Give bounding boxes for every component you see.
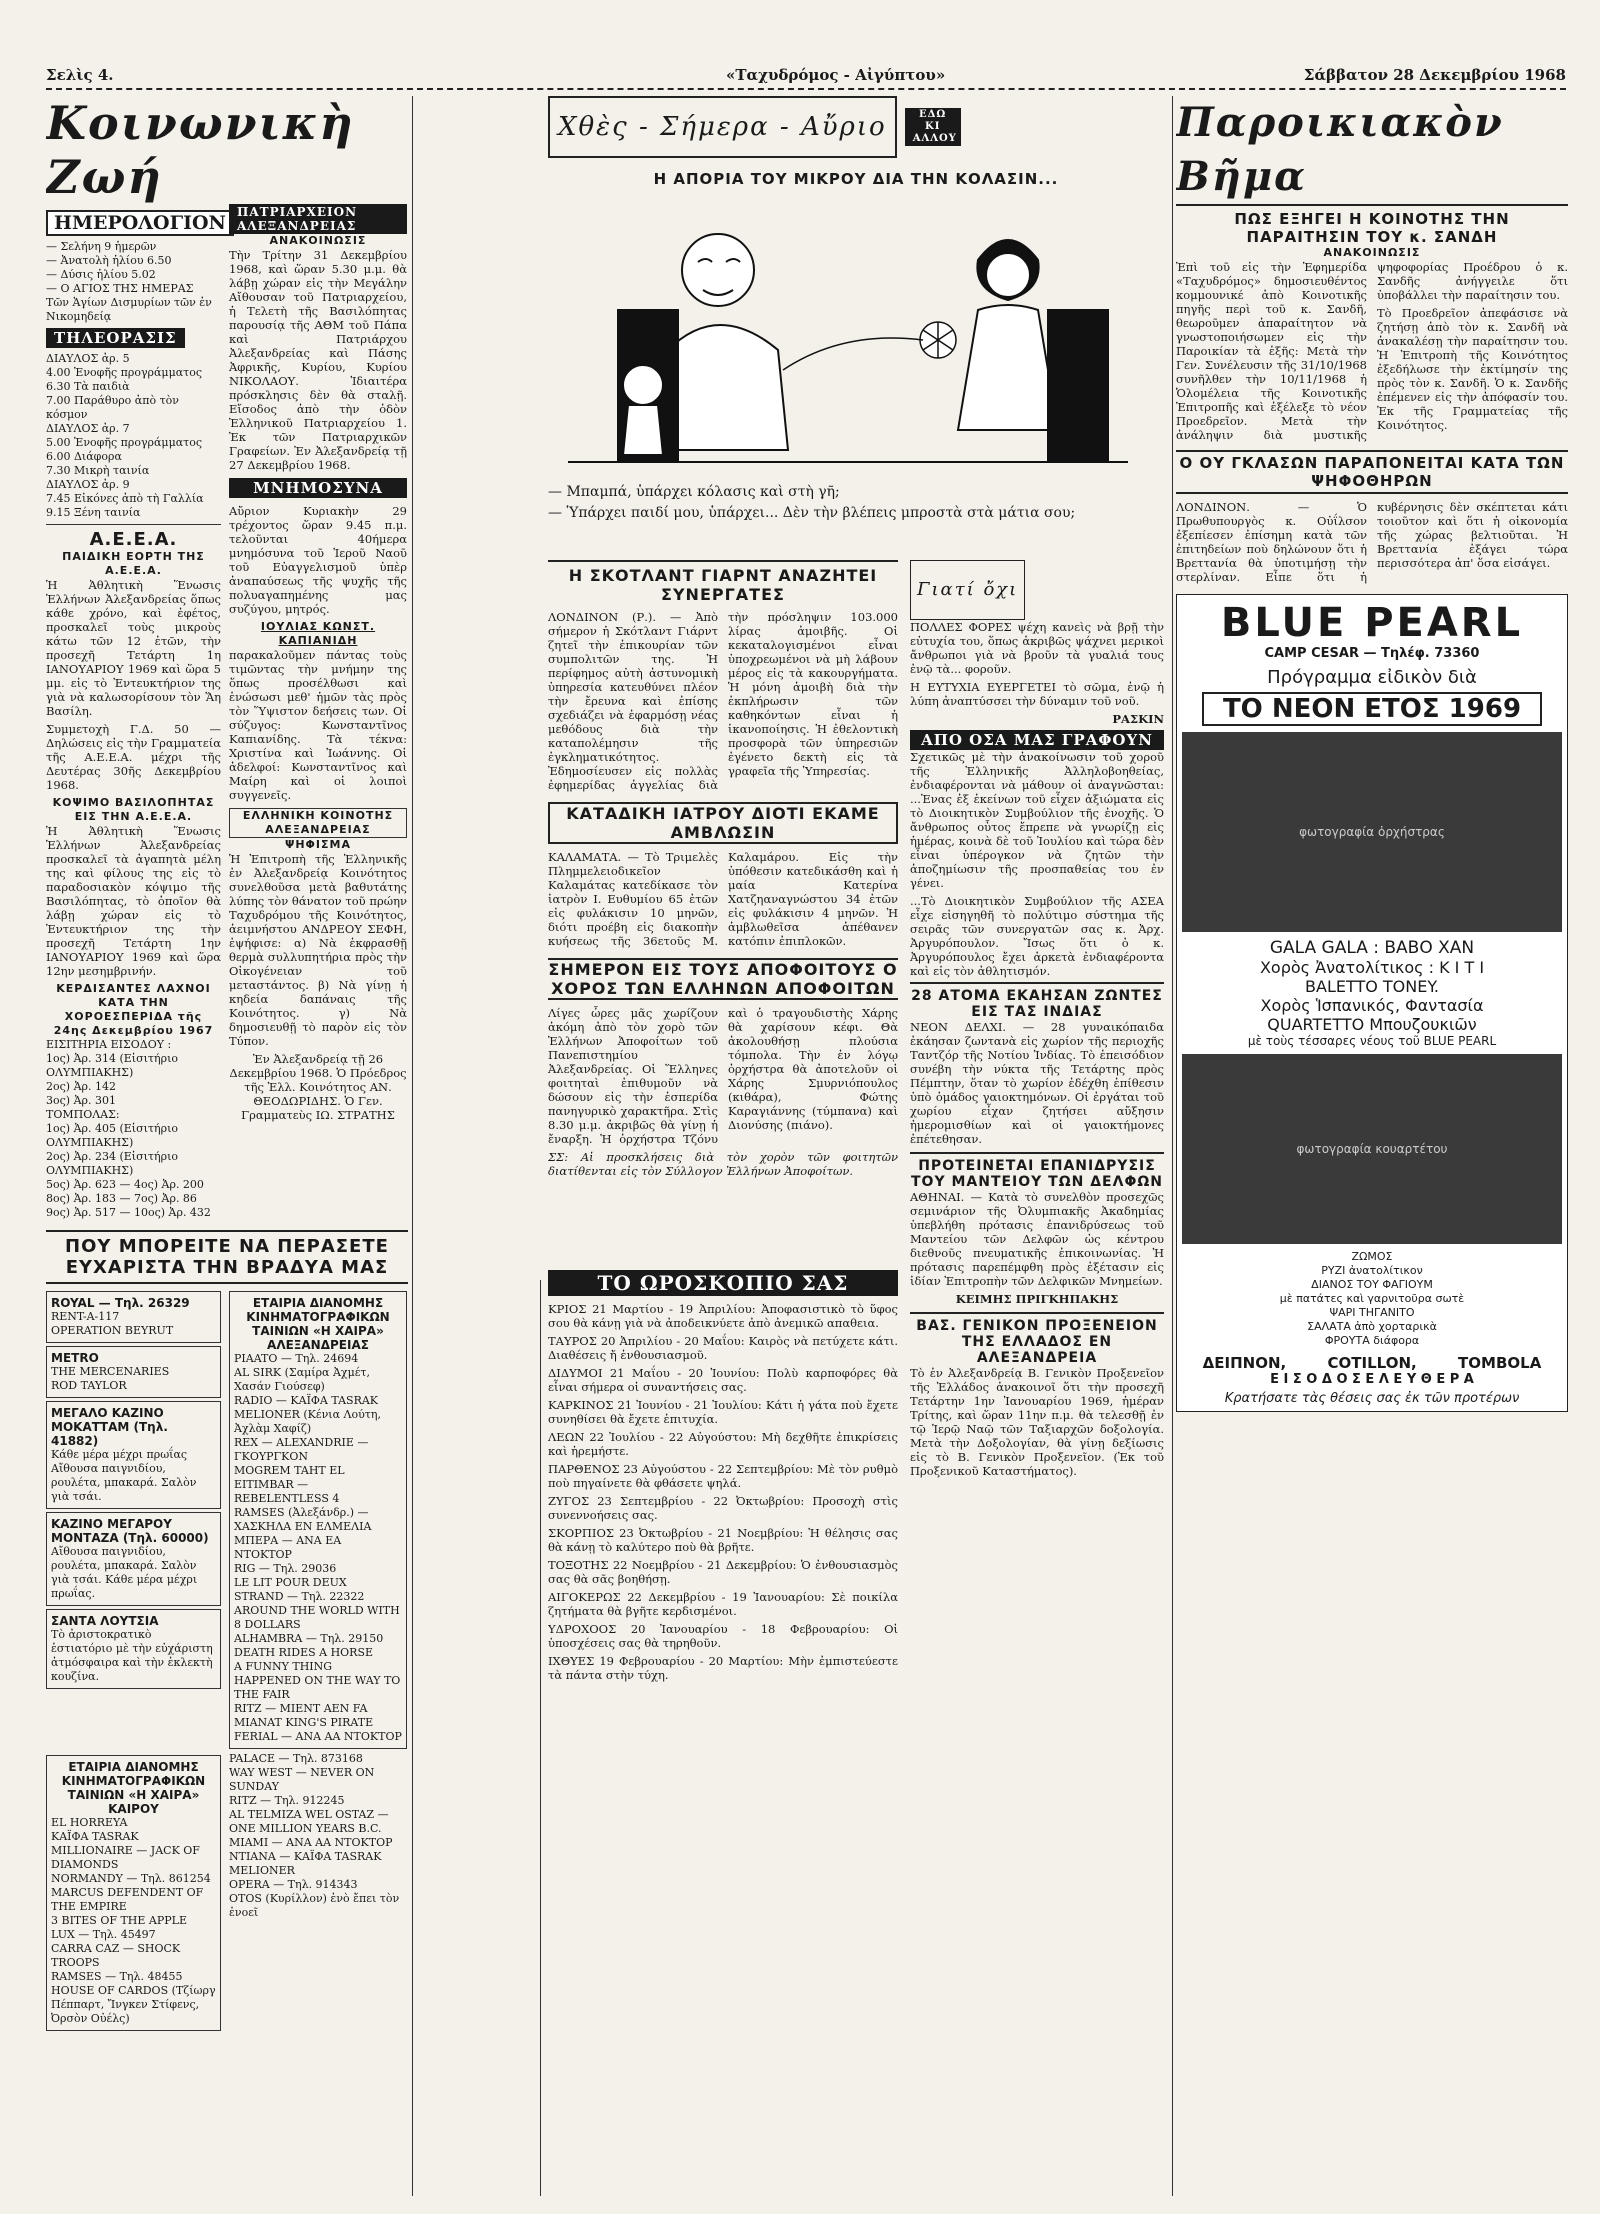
venue-detail: OPERATION BEYRUT [51, 1324, 174, 1337]
ad-new-year: ΤΟ ΝΕΟΝ ΕΤΟΣ 1969 [1202, 692, 1542, 726]
right-subcolumn [229, 204, 407, 1220]
list-item: ΖΥΓΟΣ 23 Σεπτεμβρίου - 22 Ὀκτωβρίου: Προσοχὴ στὶς συνεννοήσεις σας. [548, 1494, 898, 1522]
quartet-photo: φωτογραφία κουαρτέτου [1182, 1054, 1562, 1244]
list-item: 7.45 Εἰκόνες ἀπὸ τὴ Γαλλία [46, 492, 204, 505]
list-item: AROUND THE WORLD WITH 8 DOLLARS [234, 1604, 400, 1631]
cinema-box-2-list [51, 1816, 216, 2026]
ad-entry: Ε Ι Σ Ο Δ Ο Σ Ε Λ Ε Υ Θ Ε Ρ Α [1270, 1372, 1474, 1387]
cartoon-logo-box: ΕΔΩ ΚΙ ΑΛΛΟΥ [905, 108, 961, 146]
newspaper-name: «Ταχυδρόμος - Αἰγύπτου» [726, 66, 946, 84]
list-item: TOMBOLA [1458, 1354, 1542, 1372]
list-item: — Σελήνη 9 ἡμερῶν [46, 240, 157, 253]
community-column [1176, 96, 1568, 2206]
calendar-list [46, 240, 221, 324]
letters-text-2: ...Τὸ Διοικητικὸν Συμβούλιον τῆς ΑΣΕΑ εἶχε εἰσηγηθῆ τὸ πολύτιμο σύστημα τῆς σειρᾶς τῶν συνεργατῶν σας κ. Ἀρχ. Ἀργυρόπουλον. Ἴσως ὅτι ὁ κ. Ἀργυρόπουλος ἔχει ἀρκετὰ ἐνδιαφέροντα καὶ εἰς τὸν ἀθλητισμόν. [910, 894, 1164, 978]
community-signature: Ἐν Ἀλεξανδρείᾳ τῇ 26 Δεκεμβρίου 1968. Ὁ Πρόεδρος τῆς Ἑλλ. Κοινότητος ΑΝ. ΘΕΟΔΩΡΙΔΗΣ. Ὁ Γεν. Γραμματεὺς ΙΩ. ΣΤΡΑΤΗΣ [229, 1052, 407, 1122]
list-item: 4.00 Ἐνοφῆς προγράμματος [46, 366, 203, 379]
list-item: ΔΙΑΥΛΟΣ ἀρ. 7 [46, 422, 130, 435]
list-item: ΚΑΡΚΙΝΟΣ 21 Ἰουνίου - 21 Ἰουλίου: Κάτι ἡ γάτα ποὺ ἔχετε συνηθίσει θὰ ἔχετε ἐπιτυχία. [548, 1398, 898, 1426]
masthead [46, 62, 1566, 90]
india-text: ΝΕΟΝ ΔΕΛΧΙ. — 28 γυναικόπαιδα ἐκάησαν ζωντανὰ εἰς χωρίον τῆς περιοχῆς Ταντζόρ τῆς Νοτίου Ἰνδίας. Τὸ ἐπεισόδιον συνέβη τὴν νύκτα τῆς Τετάρτης πρὸς Πέμπτην, ὅταν τὸ χωρίον ἐδέχθη ἐπίθεσιν ὑπὸ ὁμάδος γαιοκτημόνων. Οἱ ἐργάται τοῦ χωρίου εἶχαν ζητήσει αὔξησιν ἡμερομισθίων καὶ οἱ γαιοκτήμονες ἐπέτεθησαν. [910, 1020, 1164, 1146]
india-heading: 28 ΑΤΟΜΑ ΕΚΑΗΣΑΝ ΖΩΝΤΕΣ ΕΙΣ ΤΑΣ ΙΝΔΙΑΣ [910, 982, 1164, 1020]
ad-title: BLUE PEARL [1220, 600, 1524, 646]
list-item: 8ος) Ἀρ. 183 — 7ος) Ἀρ. 86 [46, 1192, 197, 1205]
horoscope-list [548, 1302, 898, 1682]
venue-detail: Τὸ ἀριστοκρατικὸ ἑστιατόριο μὲ τὴν εὐχάριστη ἀτμόσφαιρα καὶ τὴν ἐκλεκτὴ κουζίνα. [51, 1628, 213, 1683]
list-item: CARRA CAZ — SHOCK TROOPS [51, 1942, 181, 1969]
social-life-column [46, 96, 408, 2206]
list-item: ΣΚΟΡΠΙΟΣ 23 Ὀκτωβρίου - 21 Νοεμβρίου: Ἡ θέλησις σας θὰ κάνῃ τὸ καλύτερο ποὺ θὰ βρῆτε. [548, 1526, 898, 1554]
list-item: OPERA — Τηλ. 914343 [229, 1878, 358, 1891]
venue-item [46, 1291, 221, 1343]
list-item: NORMANDY — Τηλ. 861254 [51, 1872, 211, 1885]
list-item: 5.00 Ἐνοφῆς προγράμματος [46, 436, 203, 449]
list-item: OTOS (Κυρίλλον) ἐνὸ ἔπει τὸν ἐνοεῖ [229, 1892, 400, 1919]
list-item: ΑΙΓΟΚΕΡΩΣ 22 Δεκεμβρίου - 19 Ἰανουαρίου: Σὲ ποικίλα ζητήματα θὰ βγῆτε κερδισμένοι. [548, 1590, 898, 1618]
list-item: RITZ — MIENT AEN FA MIANAT KING'S PIRATE [234, 1702, 374, 1729]
graduates-note: ΣΣ: Αἱ προσκλήσεις διὰ τὸν χορὸν τῶν φοιτητῶν διατίθενται εἰς τὸν Σύλλογον Ἑλλήνων Ἀποφοίτων. [548, 1150, 898, 1178]
orchestra-photo: φωτογραφία ὀρχήστρας [1182, 732, 1562, 932]
list-item: 5ος) Ἀρ. 623 — 4ος) Ἀρ. 200 [46, 1178, 204, 1191]
list-item: ΤΟΜΠΟΛΑΣ: [46, 1108, 120, 1121]
venue-detail: Αἴθουσα παιγνιδίου, ρουλέτα, μπακαρά. Σαλὸν γιὰ τσάι. Κάθε μέρα μέχρι πρωΐας. [51, 1545, 198, 1600]
venue-name: METRO [51, 1351, 99, 1365]
memorial-name: ΙΟΥΛΙΑΣ ΚΩΝΣΤ. ΚΑΠΙΑΝΙΔΗ [260, 620, 376, 647]
list-item: 9ος) Ἀρ. 517 — 10ος) Ἀρ. 432 [46, 1206, 211, 1219]
list-item: — Ο ΑΓΙΟΣ ΤΗΣ ΗΜΕΡΑΣ [46, 282, 194, 295]
cartoon-dialog-2: — Ὑπάρχει παιδί μου, ὑπάρχει... Δὲν τὴν βλέπεις μπροστὰ στὰ μάτια σου; [548, 505, 1076, 521]
venue-item [46, 1401, 221, 1509]
list-item: RIG — Τηλ. 29036 [234, 1562, 337, 1575]
patriarchate-subheading: ΑΝΑΚΟΙΝΩΣΙΣ [269, 234, 367, 247]
list-item: DEATH RIDES A HORSE [234, 1646, 374, 1659]
graduates-text: Λίγες ὧρες μᾶς χωρίζουν ἀκόμη ἀπὸ τὸν χορὸ τῶν Ἑλλήνων Ἀποφοίτων τοῦ Πανεπιστημίου Ἀλεξανδρείας. Οἱ Ἕλληνες φοιτηταὶ ἐπιθυμοῦν νὰ δώσουν εἰς τὴν ἑσπερίδα πανηγυρικὸ χαρακτῆρα. Στὶς 8.30 μ.μ. ἀκριβῶς θὰ γίνῃ ἡ ἔναρξη. Ἡ ὀρχήστρα Τζόνυ καὶ ὁ τραγουδιστὴς Χάρης θὰ χαρίσουν κέφι. Θὰ ἀκολουθήσῃ πλούσια τόμπολα. Τὴν ἐν λόγῳ ὀρχήστρα θὰ ἀποτελοῦν οἱ Χάρης Σμυρνιόπουλος (κιθάρα), Φώτης Καραγιάννης (τύμπανα) καὶ Διονύσης (πιάνο). [548, 1006, 898, 1146]
list-item: ΦΡΟΥΤΑ διάφορα [1324, 1334, 1420, 1347]
consulate-heading: ΒΑΣ. ΓΕΝΙΚΟΝ ΠΡΟΞΕΝΕΙΟΝ ΤΗΣ ΕΛΛΑΔΟΣ ΕΝ ΑΛΕΞΑΝΔΡΕΙΑ [910, 1312, 1164, 1366]
child-figure-icon [623, 365, 663, 455]
venue-item [46, 1609, 221, 1689]
list-item: ΔΙΑΝΟΣ ΤΟΥ ΦΑΓΙΟΥΜ [1311, 1278, 1433, 1291]
cinema-listings [229, 1288, 407, 1752]
list-item: RAMSES — Τηλ. 48455 [51, 1970, 183, 1983]
patriarchate-text: Τὴν Τρίτην 31 Δεκεμβρίου 1968, καὶ ὥραν 5.30 μ.μ. θὰ λάβῃ χώραν εἰς τὴν Μεγάλην Αἴθουσαν τοῦ Πατριαρχείου, ἡ Τελετὴ τῆς Βασιλόπητας παρουσίᾳ τῆς ΑΘΜ τοῦ Πάπα καὶ Πατριάρχου Ἀλεξανδρείας καὶ Πάσης Ἀφρικῆς, Κυρίου, Κυρίου ΝΙΚΟΛΑΟΥ. Ἰδιαιτέρα πρόσκλησις δὲν θὰ σταλῇ. Εἴσοδος ἀπὸ τὴν ὁδὸν Ἑλληνικοῦ Πατριαρχείου 1. Ἐκ τῶν Πατριαρχικῶν Γραφείων. Ἐν Ἀλεξανδρείᾳ τῇ 27 Δεκεμβρίου 1968. [229, 248, 407, 472]
list-item: 7.30 Μικρὴ ταινία [46, 464, 150, 477]
cartoon-logo: Χθὲς - Σήμερα - Αὔριο [548, 96, 897, 158]
ad-subtitle: CAMP CESAR — Τηλέφ. 73360 [1264, 646, 1480, 661]
list-item: MOGREM TAHT EL EITIMBAR — REBELENTLESS 4 [234, 1464, 345, 1505]
lottery-list [46, 1038, 221, 1220]
giati-signature: ΡΑΣΚΙΝ [1112, 712, 1164, 726]
list-item: ΛΕΩΝ 22 Ἰουλίου - 22 Αὐγούστου: Μὴ δεχθῆτε ἐπικρίσεις καὶ ἡρεμήστε. [548, 1430, 898, 1458]
letters-heading: ΑΠΟ ΟΣΑ ΜΑΣ ΓΡΑΦΟΥΝ [910, 730, 1164, 750]
list-item: μὲ πατάτες καὶ γαρνιτοῦρα σωτὲ [1279, 1292, 1465, 1305]
list-item: A FUNNY THING HAPPENED ON THE WAY TO THE FAIR [234, 1660, 401, 1701]
ad-line-2: Χορὸς Ἀνατολίτικος : Κ Ι Τ Ι [1259, 958, 1485, 977]
list-item: MARCUS DEFENDENT OF THE EMPIRE [51, 1886, 204, 1913]
memorial-text: Αὔριον Κυριακὴν 29 τρέχοντος ὥραν 9.45 π.μ. τελοῦνται 40ήμερα μνημόσυνα τοῦ Ἱεροῦ Ναοῦ τοῦ Εὐαγγελισμοῦ ὑπὲρ ἀναπαύσεως τῆς ψυχῆς τῆς πολυαγαπημένης μας συζύγου, μητρός. [229, 504, 407, 616]
cinema-box [229, 1291, 407, 1749]
cartoon-caption: Η ΑΠΟΡΙΑ ΤΟΥ ΜΙΚΡΟΥ ΔΙΑ ΤΗΝ ΚΟΛΑΣΙΝ... [653, 170, 1059, 188]
venue-detail: RENT-A-117 [51, 1310, 120, 1323]
list-item: ΥΔΡΟΧΟΟΣ 20 Ἰανουαρίου - 18 Φεβρουαρίου: Οἱ ὑποσχέσεις σας θὰ τηρηθοῦν. [548, 1622, 898, 1650]
giati-heading: Γιατί ὄχι [910, 560, 1025, 620]
list-item: ΤΟΞΟΤΗΣ 22 Νοεμβρίου - 21 Δεκεμβρίου: Ὁ ἐνθουσιασμὸς σας θὰ σᾶς βοηθήσῃ. [548, 1558, 898, 1586]
delphi-heading: ΠΡΟΤΕΙΝΕΤΑΙ ΕΠΑΝΙΔΡΥΣΙΣ ΤΟΥ ΜΑΝΤΕΙΟΥ ΤΩΝ ΔΕΛΦΩΝ [910, 1152, 1164, 1190]
list-item: STRAND — Τηλ. 22322 [234, 1590, 365, 1603]
list-item: 9.15 Ξένη ταινία [46, 506, 141, 519]
list-item: AL TELMIZA WEL OSTAZ — ONE MILLION YEARS B.C. [229, 1808, 389, 1835]
aeea-heading: Α.Ε.Ε.Α. [46, 524, 221, 550]
cinema-box-3-list [229, 1752, 407, 2034]
list-item: ΠΑΡΘΕΝΟΣ 23 Αὐγούστου - 22 Σεπτεμβρίου: Μὲ τὸν ρυθμὸ ποὺ πηγαίνετε θὰ φθάσετε ψηλά. [548, 1462, 898, 1490]
section-title: Κοινωνικὴ Ζωή [46, 96, 355, 204]
cinema-box-2 [46, 1755, 221, 2031]
list-item: 3ος) Ἀρ. 301 [46, 1094, 116, 1107]
list-item: ΖΩΜΟΣ [1351, 1250, 1393, 1263]
list-item: PIAATO — Τηλ. 24694 [234, 1352, 359, 1365]
ad-line-3: BALETTO TONEY. [1305, 977, 1439, 996]
ad-menu [1182, 1250, 1562, 1348]
issue-date: Σάββατον 28 Δεκεμβρίου 1968 [1303, 66, 1566, 84]
ad-line-6: μὲ τοὺς τέσσαρες νέους τοῦ BLUE PEARL [1247, 1034, 1497, 1048]
scotland-text: ΛΟΝΔΙΝΟΝ (Ρ.). — Ἀπὸ σήμερον ἡ Σκότλαντ Γιάρντ ζητεῖ τὴν ἐπικουρίαν τῶν συμπολιτῶν της. Ἡ περίφημος αὐτὴ ἀστυνομικὴ ὑπηρεσία κατευθύνει πλέον τὴν ἔρευνα καὶ ἐπίσης σχεδιάζει νὰ ἐφαρμόσῃ νέας μεθόδους διὰ τὴν καταπολέμησιν τῆς ἐγκληματικότητος. Ἐδημοσίευσεν εἰς πολλὰς ἐφημερίδας ἀγγελίας διὰ τὴν πρόσληψιν 103.000 λίρας ἀμοιβῆς. Οἱ κεκαταλογισμένοι εἶναι ὑποχρεωμένοι νὰ μὴ λάβουν μέρος εἰς τὰ κακουργήματα. Ἡ μόνη ἀμοιβὴ διὰ τὴν ἐκπλήρωσιν τῶν καθηκόντων εἶναι ἡ ἱκανοποίησις. Ἡ ἐθελοντικὴ προσφορὰ τῶν ὑπηρεσιῶν ἐγένετο δεκτὴ εἰς τὰ γραφεῖα τῆς Ὑπηρεσίας. [548, 610, 898, 792]
list-item: 3 BITES OF THE APPLE [51, 1914, 188, 1927]
list-item: ΔΙΑΥΛΟΣ ἀρ. 9 [46, 478, 130, 491]
list-item: NTIANA — ΚΑΪΦΑ TASRAK MELIONER [229, 1850, 382, 1877]
list-item: ΡΥΖΙ ἀνατολίτικον [1321, 1264, 1423, 1277]
delphi-signature: ΚΕΙΜΗΣ ΠΡΙΓΚΗΠΑΚΗΣ [955, 1292, 1119, 1306]
letters-text: Σχετικῶς μὲ τὴν ἀνακοίνωσιν τοῦ χοροῦ τῆς Ἑλληνικῆς Ἀλληλοβοηθείας, ἐνδιαφέρονται νὰ μάθουν οἱ ἀναγνῶσται: ...Ἐνας ἐξ ἐκείνων τοῦ εἶχεν ἀξιώματα εἰς τὸ Διοικητικὸν Συμβούλιον τῆς ἐνοχῆς. Ὁ ἄνθρωπος οὗτος ἔπρεπε νὰ γνωρίζῃ εἰς ἡμέρας, κοινὰ δὲ τοῦ Ἰουλίου καὶ τώρα δὲν εἶναι ὑπέρογκον νὰ ζητῶν τὴν ἀποζημίωσιν τῆς προσπαθείας του ἐν γένει. [910, 750, 1164, 890]
community-subheading: ΨΗΦΙΣΜΑ [285, 838, 351, 851]
cinema-box-list [234, 1352, 402, 1744]
list-item: HOUSE OF CARDOS (Τζίωργ Πέππαρτ, Ἴνγκεν Στίφενς, Ὀρσὸν Οὐέλς) [51, 1984, 216, 2025]
sandi-text-2: Τὸ Προεδρεῖον ἀπεφάσισε νὰ ζητήσῃ ἀπὸ τὸν κ. Σανδῆ νὰ ἀνακαλέσῃ τὴν παραίτησιν του. Ἡ Ἐπιτροπὴ τῆς Κοινότητος ἐξεδήλωσε τὴν ἐκτίμησίν της πρὸς τὸν κ. Σανδῆ. Ὁ κ. Σανδῆς ἐπέμενεν εἰς τὴν ἀπόφασίν του. Ἐκ τῆς Γραμματείας τῆς Κοινότητος. [1377, 306, 1568, 432]
sandi-text: Ἐπὶ τοῦ εἰς τὴν Ἐφημερίδα «Ταχυδρόμος» δημοσιευθέντος κομμουνικέ ἀπὸ Κοινοτικῆς πηγῆς περὶ τοῦ κ. Σανδῆ, θεωροῦμεν ἀπαραίτητον νὰ γνωστοποιήσωμεν εἰς τὴν Παροικίαν τὰ ἑξῆς: Μετὰ τὴν Γεν. Συνέλευσιν τῆς 31/10/1968 συνῆλθεν τὴν 10/11/1968 ἡ Ὁλομέλεια τῆς Κοινοτικῆς Ἐπιτροπῆς καὶ ἐξέλεξε τὸ νέον Προεδρεῖον. Μετὰ τὴν ἀνάληψιν διὰ μυστικῆς ψηφοφορίας Προέδρου ὁ κ. Σανδῆς ἀνήγγειλε ὅτι ὑποβάλλει τὴν παραίτησιν του. [1176, 260, 1568, 442]
evening-heading: ΠΟΥ ΜΠΟΡΕΙΤΕ ΝΑ ΠΕΡΑΣΕΤΕ ΕΥΧΑΡΙΣΤΑ ΤΗΝ ΒΡΑΔΥΑ ΜΑΣ [46, 1230, 408, 1284]
list-item: WAY WEST — NEVER ON SUNDAY [229, 1766, 375, 1793]
aeea-text-2: Συμμετοχὴ Γ.Δ. 50 — Δηλώσεις εἰς τὴν Γραμματεία τῆς Α.Ε.Ε.Α. μέχρι τῆς Δευτέρας 30ῆς Δεκεμβρίου 1968. [46, 722, 221, 792]
list-item: ΚΑΪΦΑ TASRAK MILLIONAIRE — JACK OF DIAMONDS [51, 1830, 200, 1871]
sandi-subheading: ΑΝΑΚΟΙΝΩΣΙΣ [1323, 246, 1421, 259]
list-item: 1ος) Ἀρ. 405 (Εἰσιτήριο ΟΛΥΜΠΙΑΚΗΣ) [46, 1122, 178, 1149]
giati-text-2: Η ΕΥΤΥΧΙΑ ΕΥΕΡΓΕΤΕΙ τὸ σῶμα, ἐνῷ ἡ λύπη ἀναπτύσσει τὴν δύναμιν τοῦ νοῦ. [910, 680, 1164, 708]
list-item: 2ος) Ἀρ. 142 [46, 1080, 116, 1093]
cartoon-dialog-1: — Μπαμπά, ὑπάρχει κόλασις καὶ στὴ γῆ; [548, 484, 840, 500]
graduates-heading: ΣΗΜΕΡΟΝ ΕΙΣ ΤΟΥΣ ΑΠΟΦΟΙΤΟΥΣ Ο ΧΟΡΟΣ ΤΩΝ ΕΛΛΗΝΩΝ ΑΠΟΦΟΙΤΩΝ [548, 960, 898, 998]
list-item: COTILLON, [1327, 1354, 1417, 1372]
community-title: Παροικιακὸν Βῆμα [1176, 99, 1504, 200]
horoscope [548, 1270, 898, 2190]
list-item: ΣΑΛΑΤΑ ἀπὸ χορταρικὰ [1307, 1320, 1437, 1333]
venue-item [46, 1512, 221, 1606]
page-number: Σελὶς 4. [46, 66, 114, 84]
list-item: ΙΧΘΥΕΣ 19 Φεβρουαρίου - 20 Μαρτίου: Μὴν ἐμπιστεύεστε τὰ πάντα στὴν τύχη. [548, 1654, 898, 1682]
cartoon-panel [548, 96, 1164, 536]
ad-bottom-row [1182, 1354, 1562, 1372]
blue-pearl-ad [1176, 594, 1568, 1412]
giati-text: ΠΟΛΛΕΣ ΦΟΡΕΣ ψέχη κανεὶς νὰ βρῇ τὴν εὐτυχία του, ὅπως ἀκριβῶς ψάχνει μερικοὶ ἄνθρωποι γιὰ νὰ βροῦν τὰ γυαλιά τους ἐνῷ τὰ... φοροῦν. [910, 620, 1164, 676]
venue-name: ROYAL — Τηλ. 26329 [51, 1296, 190, 1310]
cinema-box-2-heading: ΕΤΑΙΡΙΑ ΔΙΑΝΟΜΗΣ ΚΙΝΗΜΑΤΟΓΡΑΦΙΚΩΝ ΤΑΙΝΙΩΝ «Η ΧΑΙΡΑ» ΚΑΙΡΟΥ [61, 1760, 206, 1816]
cartoon-illustration [548, 200, 1148, 480]
list-item: AL SIRK (Σαμίρα Ἀχμέτ, Χασάν Γιούσεφ) [234, 1366, 371, 1393]
scotland-heading: Η ΣΚΟΤΛΑΝΤ ΓΙΑΡΝΤ ΑΝΑΖΗΤΕΙ ΣΥΝΕΡΓΑΤΕΣ [548, 560, 898, 604]
list-item: RITZ — Τηλ. 912245 [229, 1794, 345, 1807]
horoscope-heading: ΤΟ ΩΡΟΣΚΟΠΙΟ ΣΑΣ [548, 1270, 898, 1296]
list-item: — Ἀνατολὴ ἡλίου 6.50 [46, 254, 172, 267]
venue-detail: THE MERCENARIES [51, 1365, 170, 1378]
list-item: REX — ALEXANDRIE — ΓΚΟΥΡΓΚΟΝ [234, 1436, 369, 1463]
sandi-heading: ΠΩΣ ΕΞΗΓΕΙ Η ΚΟΙΝΟΤΗΣ ΤΗΝ ΠΑΡΑΙΤΗΣΙΝ ΤΟΥ κ. ΣΑΝΔΗ [1176, 204, 1568, 246]
center-left-stories [548, 560, 898, 1260]
doctor-heading: ΚΑΤΑΔΙΚΗ ΙΑΤΡΟΥ ΔΙΟΤΙ ΕΚΑΜΕ ΑΜΒΛΩΣΙΝ [548, 802, 898, 844]
aeea-subheading: ΠΑΙΔΙΚΗ ΕΟΡΤΗ ΤΗΣ Α.Ε.Ε.Α. [62, 550, 205, 577]
ad-line-5: QUARTETTO Μπουζουκιῶν [1267, 1015, 1477, 1034]
wilson-heading: Ο ΟΥ ΓΚΛΑΣΩΝ ΠΑΡΑΠΟΝΕΙΤΑΙ ΚΑΤΑ ΤΩΝ ΨΗΦΟΘΗΡΩΝ [1176, 450, 1568, 494]
venue-name: ΚΑΖΙΝΟ ΜΕΓΑΡΟΥ ΜΟΝΤΑΖΑ (Τηλ. 60000) [51, 1517, 209, 1545]
tv-list [46, 352, 221, 520]
list-item: ALHAMBRA — Τηλ. 29150 [234, 1632, 384, 1645]
list-item: MIAMI — ANA AA NTOKTOP [229, 1836, 393, 1849]
list-item: LE LIT POUR DEUX [234, 1576, 347, 1589]
cinema-box-heading: ΕΤΑΙΡΙΑ ΔΙΑΝΟΜΗΣ ΚΙΝΗΜΑΤΟΓΡΑΦΙΚΩΝ ΤΑΙΝΙΩΝ «Η ΧΑΙΡΑ» ΑΛΕΞΑΝΔΡΕΙΑΣ [246, 1296, 390, 1352]
venue-item [46, 1346, 221, 1398]
venue-detail: Αἴθουσα παιγνιδίου, ρουλέτα, μπακαρά. Σαλὸν γιὰ τσάι. [51, 1462, 197, 1503]
list-item: FERIAL — ANA AA NTOKTOP [234, 1730, 402, 1743]
center-right-stories [910, 560, 1164, 1750]
list-item: RAMSES (Ἀλεξάνδρ.) — ΧΑΣΚΗΛΑ ΕΝ ΕΛΜΕΛΙΑ ΜΠΕΡΑ — ANA EA NTOKTOP [234, 1506, 372, 1561]
venue-name: ΣΑΝΤΑ ΛΟΥΤΣΙΑ [51, 1614, 159, 1628]
list-item: EL HORREYA [51, 1816, 128, 1829]
list-item: ΚΡΙΟΣ 21 Μαρτίου - 19 Ἀπριλίου: Ἀποφασιστικὸ τὸ ὕφος σου θὰ κάνῃ γιὰ νὰ ἀποδεικνύετε ἀπὸ ἀνεμικῶ απαθεια. [548, 1302, 898, 1330]
list-item: ΔΙΑΥΛΟΣ ἀρ. 5 [46, 352, 130, 365]
entertainment-list [46, 1288, 221, 1752]
left-subcolumn [46, 204, 226, 1220]
doctor-text: ΚΑΛΑΜΑΤΑ. — Τὸ Τριμελὲς Πλημμελειοδικεῖον Καλαμάτας κατεδίκασε τὸν ἰατρὸν Ι. Ευθυμίου 65 ἐτῶν εἰς φυλάκισιν 10 μηνῶν, διότι προέβη εἰς διακοπὴν κυήσεως τῆς 36ετοῦς Μ. Καλαμάρου. Εἰς τὴν ὑπόθεσιν κατεδικάσθη καὶ ἡ μαία Κατερίνα Χατζηαναγνώστου 34 ἐτῶν εἰς φυλάκισιν 4 μηνῶν. Ἡ ἀμβλωθεῖσα ἀπέθανεν κατόπιν ἐπιπλοκῶν. [548, 850, 898, 948]
list-item: Τῶν Ἁγίων Δισμυρίων τῶν ἐν Νικομηδείᾳ [46, 296, 212, 323]
community-heading: ΕΛΛΗΝΙΚΗ ΚΟΙΝΟΤΗΣ ΑΛΕΞΑΝΔΡΕΙΑΣ [229, 808, 407, 838]
venue-name: ΜΕΓΑΛΟ ΚΑΖΙΝΟ ΜΟΚΑΤΤΑΜ (Τηλ. 41882) [51, 1406, 168, 1448]
list-item: LUX — Τηλ. 45497 [51, 1928, 156, 1941]
ad-reserve: Κρατήσατε τὰς θέσεις σας ἐκ τῶν προτέρων [1224, 1391, 1520, 1406]
patriarchate-heading: ΠΑΤΡΙΑΡΧΕΙΟΝ ΑΛΕΞΑΝΔΡΕΙΑΣ [229, 204, 407, 234]
list-item: 2ος) Ἀρ. 234 (Εἰσιτήριο ΟΛΥΜΠΙΑΚΗΣ) [46, 1150, 178, 1177]
venue-detail: ROD TAYLOR [51, 1379, 127, 1392]
list-item: — Δύσις ἡλίου 5.02 [46, 268, 156, 281]
list-item: ΤΑΥΡΟΣ 20 Ἀπριλίου - 20 Μαΐου: Καιρὸς νὰ πετύχετε κάτι. Διαθέσεις ἤ ἐνθουσιασμοῦ. [548, 1334, 898, 1362]
list-item: 6.30 Τὰ παιδιὰ [46, 380, 130, 393]
memorial-text-2: παρακαλοῦμεν πάντας τοὺς τιμῶντας τὴν μνήμην της ὅπως προσέλθωσι καὶ ἑνώσωσι μεθ' ἡμῶν τὰς πρὸς τὸν Ὕψιστον δεήσεις των. Οἱ σύζυγος: Κωνσταντῖνος Καπιανίδης. Τὰ τέκνα: Χριστίνα καὶ Ἰωάννης. Οἱ ἀδελφοί: Κωνσταντῖνος καὶ Μαίρη καὶ οἱ λοιποὶ συγγενεῖς. [229, 648, 407, 802]
vasilopita-text: Ἡ Ἀθλητικὴ Ἕνωσις Ἑλλήνων Ἀλεξανδρείας προσκαλεῖ τὰ ἀγαπητὰ μέλη της καὶ φίλους της εἰς τὸ παραδοσιακὸν κόψιμο τῆς Βασιλόπητας, τὸ ὁποῖον θὰ λάβῃ χώραν εἰς τὸ Ἐντευκτήριον της τὴν προσεχῆ Τετάρτη 1ην ΙΑΝΟΥΑΡΙΟΥ 1969 καὶ ὥρα 12ην μεσημβρινήν. [46, 824, 221, 978]
wilson-text: ΛΟΝΔΙΝΟΝ. — Ὁ Πρωθυπουργὸς κ. Οὐΐλσον ἐξεπίεσεν ἐπίσημη κατὰ τῶν ἐπιτηδείων ποὺ δηλώνουν ὅτι ἡ Βρεττανία θὰ ὑποτιμήσῃ τὴν στερλίναν. Εἶπε ὅτι ἡ κυβέρνησις δὲν σκέπτεται κάτι τοιοῦτον καὶ ὅτι ἡ οἰκονομία τῆς χώρας βελτιοῦται. Ἡ Βρεττανία ἐξάγει τώρα περισσότερα ἀπ' ὅσα εἰσάγει. [1176, 500, 1568, 584]
list-item: PALACE — Τηλ. 873168 [229, 1752, 363, 1765]
lottery-heading: ΚΕΡΔΙΣΑΝΤΕΣ ΛΑΧΝΟΙ ΚΑΤΑ ΤΗΝ ΧΟΡΟΕΣΠΕΡΙΔΑ τῆς 24ης Δεκεμβρίου 1967 [53, 982, 214, 1037]
delphi-text: ΑΘΗΝΑΙ. — Κατὰ τὸ συνελθὸν προσεχῶς σεμινάριον τῆς Ὀλυμπιακῆς Ἀκαδημίας ὑπεβλήθη πρότασις ἐπανιδρύσεως τοῦ Μαντείου τῶν Δελφῶν ὡς κέντρου διεθνοῦς πνευματικῆς ἐπικοινωνίας. Ἡ πρότασις παρεπέμφθη πρὸς ἐξέτασιν εἰς ἰδίαν Ἐπιτροπὴν τῶν Δελφικῶν Μνημείων. [910, 1190, 1164, 1288]
list-item: ΨΑΡΙ ΤΗΓΑΝΙΤΟ [1329, 1306, 1415, 1319]
calendar-heading: ΗΜΕΡΟΛΟΓΙΟΝ [46, 210, 234, 236]
ad-line-4: Χορὸς Ἱσπανικός, Φαντασία [1260, 996, 1484, 1015]
list-item: ΔΙΔΥΜΟΙ 21 Μαΐου - 20 Ἰουνίου: Πολὺ καρποφόρες θὰ εἶναι σήμερα οἱ συναντήσεις σας. [548, 1366, 898, 1394]
consulate-text: Τὸ ἐν Ἀλεξανδρείᾳ Β. Γενικὸν Προξενεῖον τῆς Ἑλλάδος ἀνακοινοῖ ὅτι τὴν προσεχῆ Τετάρτην 1ην Ἰανουαρίου 1969, ἡμέραν Τρίτης, καὶ ὥραν 11ην π.μ. θὰ τελεσθῇ ἐν τῷ Ἱερῷ Ναῷ τῶν Ταξιαρχῶν δοξολογία. Μετὰ τὴν Δοξολογίαν, θὰ γίνῃ δεξίωσις εἰς τὸ Β. Γενικὸν Προξενεῖον. (Ἐκ τοῦ Προξενικοῦ Καταστήματος). [910, 1366, 1164, 1478]
list-item: ΔΕΙΠΝΟΝ, [1202, 1354, 1287, 1372]
aeea-text: Ἡ Ἀθλητικὴ Ἕνωσις Ἑλλήνων Ἀλεξανδρείας ὅπως κάθε χρόνο, καὶ ἐφέτος, προσκαλεῖ τοὺς μικροὺς κάτω τῶν 12 ἐτῶν, τὴν προσεχῆ Τετάρτη 1η ΙΑΝΟΥΑΡΙΟΥ 1969 καὶ ὥρα 5 μμ. εἰς τὸ Ἐντευκτήριον της γιὰ νὰ καλωσορίσουν τὸν Ἅη Βασίλη. [46, 578, 221, 718]
memorial-heading: ΜΝΗΜΟΣΥΝΑ [229, 478, 407, 498]
tv-heading: ΤΗΛΕΟΡΑΣΙΣ [46, 328, 185, 348]
list-item: RADIO — ΚΑΪΦΑ TASRAK MELIONER (Κένια Λούτη, Ἀχλὰμ Χαφίζ) [234, 1394, 381, 1435]
community-text: Ἡ Ἐπιτροπὴ τῆς Ἑλληνικῆς ἐν Ἀλεξανδρείᾳ Κοινότητος συνελθοῦσα μετὰ βαθυτάτης λύπης τὸν θάνατον τοῦ πρώην Ταχυδρόμου τῆς Κοινότητος, ἀειμνήστου ΑΝΔΡΕΟΥ ΣΕΦΗ, ἐψήφισε: α) Νὰ ἐκφρασθῇ θερμὰ συλλυπητήρια πρὸς τὴν Οἰκογένειαν τοῦ μεταστάντος. β) Νὰ γίνῃ ἡ κηδεία δαπάναις τῆς Κοινότητος. γ) Νὰ δημοσιευθῇ τὸ παρὸν εἰς τὸν Τύπον. [229, 852, 407, 1048]
venue-detail: Κάθε μέρα μέχρι πρωΐας [51, 1448, 188, 1461]
ad-program: Πρόγραμμα εἰδικὸν διὰ [1267, 667, 1477, 688]
list-item: 1ος) Ἀρ. 314 (Εἰσιτήριο ΟΛΥΜΠΙΑΚΗΣ) [46, 1052, 178, 1079]
ad-line-gala: GALA GALA : ΒΑΒΟ ΧΑΝ [1269, 938, 1475, 958]
vasilopita-heading: ΚΟΨΙΜΟ ΒΑΣΙΛΟΠΗΤΑΣ ΕΙΣ ΤΗΝ Α.Ε.Ε.Α. [52, 796, 215, 823]
list-item: 7.00 Παράθυρο ἀπὸ τὸν κόσμον [46, 394, 179, 421]
list-item: 6.00 Διάφορα [46, 450, 122, 463]
list-item: ΕΙΣΙΤΗΡΙΑ ΕΙΣΟΔΟΥ : [46, 1038, 172, 1051]
